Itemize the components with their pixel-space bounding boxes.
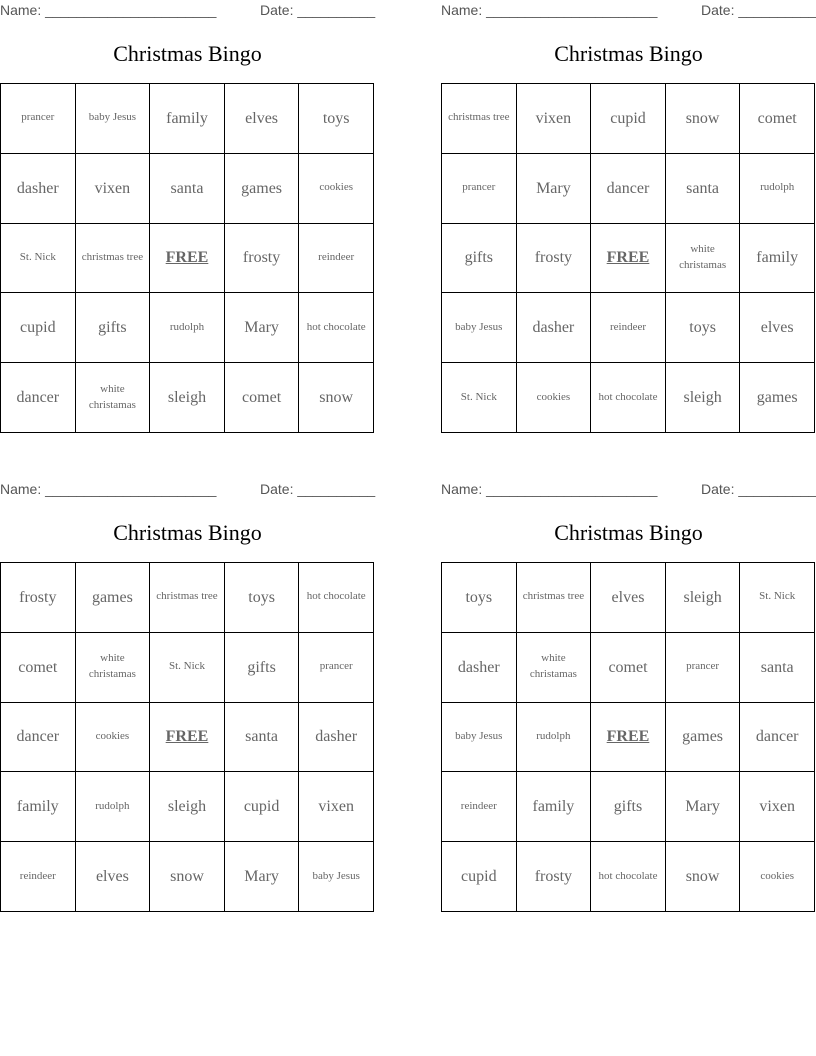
cell-label: christmas tree	[522, 590, 585, 603]
cell-label: St. Nick	[759, 590, 796, 603]
bingo-cell[interactable]	[517, 84, 592, 154]
cell-label: FREE	[606, 249, 650, 267]
bingo-cell[interactable]	[517, 842, 592, 912]
card-title: Christmas Bingo	[554, 41, 703, 66]
bingo-cell[interactable]	[1, 84, 76, 154]
date-field-label: Date: __________	[701, 2, 816, 18]
bingo-card	[0, 0, 375, 440]
bingo-cell[interactable]	[740, 224, 815, 294]
bingo-cell[interactable]	[150, 563, 225, 633]
name-field-label: Name: ______________________	[441, 2, 658, 18]
cell-label: christmas tree	[448, 111, 510, 124]
cell-label: rudolph	[760, 181, 795, 194]
bingo-cell[interactable]	[591, 633, 666, 703]
bingo-cell[interactable]	[225, 154, 300, 224]
bingo-cell[interactable]	[591, 563, 666, 633]
cell-label: reindeer	[460, 799, 497, 812]
cell-label: santa	[686, 179, 720, 197]
bingo-cell[interactable]	[1, 293, 76, 363]
cell-label: prancer	[462, 181, 496, 194]
bingo-cell[interactable]	[76, 84, 151, 154]
bingo-cell[interactable]	[76, 293, 151, 363]
cell-label: Mary	[244, 319, 279, 337]
bingo-cell[interactable]	[666, 563, 741, 633]
cell-label: reindeer	[19, 869, 56, 882]
bingo-cell[interactable]	[1, 563, 76, 633]
bingo-cell[interactable]	[76, 154, 151, 224]
cell-label: dancer	[606, 179, 650, 197]
bingo-cell[interactable]	[591, 363, 666, 433]
cell-label: cupid	[243, 798, 280, 816]
bingo-cell[interactable]	[517, 772, 592, 842]
name-field-label: Name: ______________________	[0, 2, 217, 18]
bingo-cell[interactable]	[225, 224, 300, 294]
bingo-cell[interactable]	[1, 224, 76, 294]
bingo-cell[interactable]	[299, 563, 374, 633]
bingo-cell[interactable]	[1, 633, 76, 703]
cell-label: rudolph	[536, 730, 571, 743]
cell-label: St. Nick	[19, 251, 56, 264]
bingo-cell[interactable]	[76, 224, 151, 294]
bingo-cell[interactable]	[591, 84, 666, 154]
cell-label: elves	[95, 868, 129, 885]
cell-label: baby Jesus	[455, 730, 503, 743]
bingo-cell[interactable]	[740, 363, 815, 433]
cell-label: family	[166, 109, 208, 127]
cell-label: cupid	[20, 319, 56, 337]
cell-label: hot chocolate	[598, 869, 658, 882]
bingo-cell[interactable]	[666, 363, 741, 433]
bingo-cell[interactable]	[591, 842, 666, 912]
cell-label: St. Nick	[168, 660, 206, 673]
cell-label: comet	[242, 389, 282, 406]
bingo-cell[interactable]	[299, 703, 374, 773]
card-title: Christmas Bingo	[113, 520, 262, 545]
cell-label: games	[756, 389, 798, 406]
cell-label: cupid	[461, 868, 497, 885]
bingo-cell[interactable]	[1, 363, 76, 433]
bingo-cell[interactable]	[740, 772, 815, 842]
bingo-cell[interactable]	[442, 772, 517, 842]
cell-label: gifts	[464, 249, 494, 267]
cell-label: prancer	[319, 660, 353, 673]
cell-label: sleigh	[683, 389, 722, 406]
cell-label: dasher	[315, 728, 358, 746]
bingo-cell[interactable]	[225, 842, 300, 912]
cell-label: toys	[689, 319, 716, 337]
cell-label: Mary	[536, 179, 571, 197]
bingo-cell[interactable]	[299, 293, 374, 363]
cell-label: christmas tree	[81, 251, 144, 264]
bingo-cell[interactable]	[225, 293, 300, 363]
cell-label: gifts	[613, 798, 643, 816]
cell-label: santa	[245, 728, 279, 746]
bingo-cell[interactable]	[517, 563, 592, 633]
cell-label: sleigh	[167, 389, 207, 406]
free-space[interactable]	[150, 224, 225, 294]
cell-label: frosty	[534, 249, 573, 267]
cell-label: prancer	[686, 660, 720, 673]
bingo-grid	[0, 83, 374, 433]
bingo-cell[interactable]	[225, 363, 300, 433]
bingo-cell[interactable]	[517, 224, 592, 294]
bingo-cell[interactable]	[591, 293, 666, 363]
free-space[interactable]	[591, 224, 666, 294]
bingo-card	[441, 479, 816, 919]
cell-label: baby Jesus	[455, 320, 503, 333]
cell-label: white christamas	[679, 243, 727, 271]
bingo-card	[441, 0, 816, 440]
cell-label: family	[756, 249, 799, 267]
date-field-label: Date: __________	[701, 481, 816, 497]
bingo-cell[interactable]	[225, 563, 300, 633]
bingo-cell[interactable]	[666, 154, 741, 224]
bingo-cell[interactable]	[150, 633, 225, 703]
card-header	[441, 481, 816, 499]
cell-label: toys	[322, 109, 350, 127]
bingo-cell[interactable]	[442, 154, 517, 224]
cell-label: elves	[760, 319, 794, 337]
bingo-cell[interactable]	[517, 633, 592, 703]
bingo-cell[interactable]	[666, 842, 741, 912]
bingo-cell[interactable]	[442, 84, 517, 154]
bingo-cell[interactable]	[517, 703, 592, 773]
bingo-cell[interactable]	[740, 563, 815, 633]
bingo-cell[interactable]	[740, 633, 815, 703]
cell-label: cookies	[760, 869, 794, 882]
bingo-card	[0, 479, 375, 919]
bingo-cell[interactable]	[591, 154, 666, 224]
bingo-cell[interactable]	[225, 633, 300, 703]
cell-label: Mary	[244, 868, 279, 885]
bingo-cell[interactable]	[76, 772, 151, 842]
cell-label: gifts	[247, 658, 276, 676]
cell-label: comet	[757, 109, 797, 127]
bingo-cell[interactable]	[666, 293, 741, 363]
cell-label: vixen	[535, 109, 572, 127]
bingo-cell[interactable]	[740, 703, 815, 773]
bingo-cell[interactable]	[1, 703, 76, 773]
cell-label: comet	[608, 658, 648, 676]
bingo-cell[interactable]	[666, 224, 741, 294]
name-field-label: Name: ______________________	[441, 481, 658, 497]
bingo-cell[interactable]	[299, 772, 374, 842]
bingo-grid	[441, 83, 815, 433]
cell-label: dancer	[755, 728, 799, 746]
bingo-cell[interactable]	[150, 772, 225, 842]
card-header	[0, 2, 375, 20]
bingo-cell[interactable]	[299, 363, 374, 433]
cell-label: games	[91, 588, 133, 606]
bingo-cell[interactable]	[299, 84, 374, 154]
cell-label: elves	[611, 588, 645, 606]
bingo-cell[interactable]	[442, 563, 517, 633]
card-header	[0, 481, 375, 499]
bingo-cell[interactable]	[299, 633, 374, 703]
cell-label: dasher	[16, 179, 59, 197]
bingo-cell[interactable]	[666, 633, 741, 703]
name-field-label: Name: ______________________	[0, 481, 217, 497]
bingo-cell[interactable]	[225, 772, 300, 842]
cell-label: FREE	[165, 249, 209, 267]
cell-label: vixen	[318, 798, 354, 816]
cell-label: snow	[685, 109, 720, 127]
cell-label: toys	[248, 588, 275, 606]
cell-label: gifts	[98, 319, 127, 337]
bingo-cell[interactable]	[591, 772, 666, 842]
bingo-cell[interactable]	[517, 293, 592, 363]
cell-label: hot chocolate	[306, 590, 366, 603]
cell-label: white christamas	[88, 382, 136, 411]
cell-label: santa	[170, 179, 204, 197]
cell-label: elves	[245, 109, 279, 127]
bingo-cell[interactable]	[1, 842, 76, 912]
cell-label: dasher	[457, 658, 500, 676]
date-field-label: Date: __________	[260, 2, 376, 18]
date-field-label: Date: __________	[260, 481, 376, 497]
cell-label: frosty	[242, 249, 281, 267]
card-title: Christmas Bingo	[554, 520, 703, 545]
bingo-cell[interactable]	[740, 293, 815, 363]
free-space[interactable]	[591, 703, 666, 773]
bingo-grid	[441, 562, 815, 912]
cell-label: games	[682, 728, 724, 746]
cell-label: St. Nick	[460, 390, 497, 403]
card-header	[441, 2, 816, 20]
cell-label: frosty	[534, 868, 573, 885]
bingo-cell[interactable]	[225, 703, 300, 773]
bingo-cell[interactable]	[150, 842, 225, 912]
cell-label: comet	[18, 658, 58, 676]
cell-label: hot chocolate	[598, 390, 658, 403]
bingo-cell[interactable]	[299, 842, 374, 912]
cell-label: FREE	[165, 728, 209, 746]
bingo-cell[interactable]	[150, 363, 225, 433]
cell-label: snow	[685, 868, 720, 885]
cell-label: frosty	[19, 588, 57, 606]
bingo-cell[interactable]	[666, 84, 741, 154]
cell-label: family	[532, 798, 575, 816]
free-space[interactable]	[150, 703, 225, 773]
bingo-cell[interactable]	[76, 703, 151, 773]
bingo-cell[interactable]	[442, 224, 517, 294]
bingo-cell[interactable]	[442, 633, 517, 703]
cell-label: christmas tree	[156, 590, 218, 603]
bingo-cell[interactable]	[517, 154, 592, 224]
cell-label: cupid	[610, 109, 646, 127]
bingo-cell[interactable]	[299, 224, 374, 294]
cell-label: santa	[760, 658, 794, 676]
bingo-cell[interactable]	[666, 703, 741, 773]
cell-label: reindeer	[609, 320, 646, 333]
cell-label: cookies	[536, 390, 571, 403]
cell-label: sleigh	[683, 588, 722, 606]
bingo-cell[interactable]	[740, 842, 815, 912]
cell-label: cookies	[319, 181, 353, 194]
cell-label: prancer	[21, 111, 55, 124]
bingo-cell[interactable]	[442, 842, 517, 912]
cell-label: dasher	[532, 319, 575, 337]
bingo-cell[interactable]	[740, 84, 815, 154]
bingo-cell[interactable]	[666, 772, 741, 842]
bingo-cell[interactable]	[1, 772, 76, 842]
cell-label: white christamas	[529, 652, 577, 681]
cell-label: rudolph	[95, 799, 130, 812]
cell-label: toys	[465, 588, 493, 606]
cell-label: rudolph	[169, 320, 205, 333]
bingo-grid	[0, 562, 374, 912]
cell-label: cookies	[95, 730, 130, 743]
bingo-cell[interactable]	[150, 293, 225, 363]
cell-label: games	[241, 179, 283, 197]
cell-label: Mary	[685, 798, 720, 816]
bingo-cell[interactable]	[740, 154, 815, 224]
cell-label: hot chocolate	[306, 320, 366, 333]
cell-label: baby Jesus	[88, 111, 137, 124]
bingo-cell[interactable]	[150, 84, 225, 154]
cell-label: dancer	[16, 728, 60, 746]
cell-label: FREE	[606, 728, 650, 746]
bingo-cell[interactable]	[299, 154, 374, 224]
cell-label: vixen	[759, 798, 795, 816]
cell-label: reindeer	[318, 251, 355, 264]
bingo-cell[interactable]	[1, 154, 76, 224]
cell-label: family	[16, 798, 59, 816]
bingo-cell[interactable]	[517, 363, 592, 433]
bingo-cell[interactable]	[442, 363, 517, 433]
bingo-cell[interactable]	[442, 293, 517, 363]
cell-label: vixen	[94, 179, 131, 197]
card-title: Christmas Bingo	[113, 41, 262, 66]
bingo-cell[interactable]	[442, 703, 517, 773]
cell-label: baby Jesus	[312, 869, 360, 882]
cell-label: snow	[170, 868, 204, 885]
cell-label: dancer	[16, 389, 60, 406]
bingo-cell[interactable]	[76, 633, 151, 703]
bingo-cell[interactable]	[76, 842, 151, 912]
cell-label: white christamas	[88, 652, 136, 681]
cell-label: sleigh	[167, 798, 207, 816]
bingo-cell[interactable]	[76, 363, 151, 433]
bingo-cell[interactable]	[150, 154, 225, 224]
cell-label: snow	[319, 389, 354, 406]
bingo-cell[interactable]	[225, 84, 300, 154]
bingo-cell[interactable]	[76, 563, 151, 633]
